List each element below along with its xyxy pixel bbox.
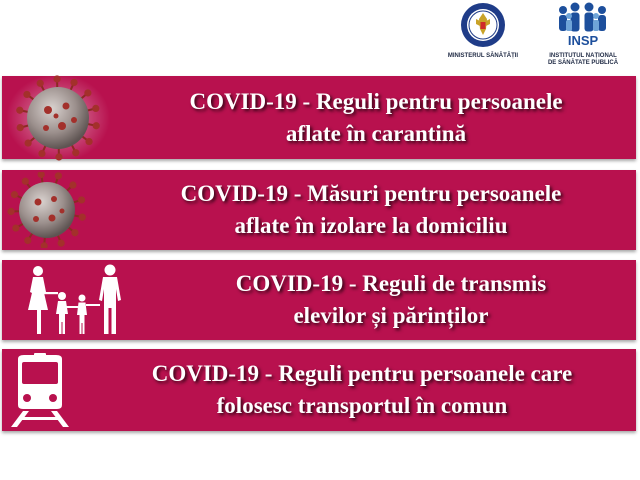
banner-title-line1: COVID-19 - Reguli pentru persoanele care [151, 361, 573, 386]
ministry-logo[interactable] [438, 2, 528, 60]
coronavirus-icon [6, 74, 110, 162]
insp-people-icon [553, 2, 613, 48]
insp-label-line2: DE SĂNĂTATE PUBLICĂ [547, 60, 619, 66]
banner-students-parents-rules[interactable] [2, 260, 636, 340]
banner-text [112, 170, 630, 250]
banner-title-line2: aflate în izolare la domiciliu [234, 213, 508, 238]
banner-public-transport-rules[interactable] [2, 349, 636, 431]
header [0, 0, 640, 78]
banner-text [152, 260, 630, 340]
banner-text [122, 76, 630, 159]
insp-label-line1: INSTITUTUL NAȚIONAL [549, 53, 617, 59]
banner-title-line2: folosesc transportul în comun [216, 393, 508, 418]
banner-title-line1: COVID-19 - Reguli pentru persoanele [189, 88, 563, 114]
family-icon [24, 262, 134, 338]
train-icon [10, 353, 70, 427]
insp-logo[interactable] [528, 2, 638, 67]
banner-title-line2: elevilor și părinților [293, 303, 489, 328]
banner-title-line2: aflate în carantină [285, 120, 467, 146]
ministry-label: MINISTERUL SĂNĂTĂȚII [447, 53, 519, 59]
government-seal-icon [460, 2, 506, 48]
banner-title-line1: COVID-19 - Reguli de transmis [235, 271, 547, 296]
banner-quarantine-rules[interactable] [2, 76, 636, 159]
coronavirus-icon [6, 172, 88, 248]
banner-text [94, 349, 630, 431]
insp-logo-text: INSP [567, 33, 599, 48]
banner-home-isolation-measures[interactable] [2, 170, 636, 250]
banner-title-line1: COVID-19 - Măsuri pentru persoanele [180, 181, 562, 206]
